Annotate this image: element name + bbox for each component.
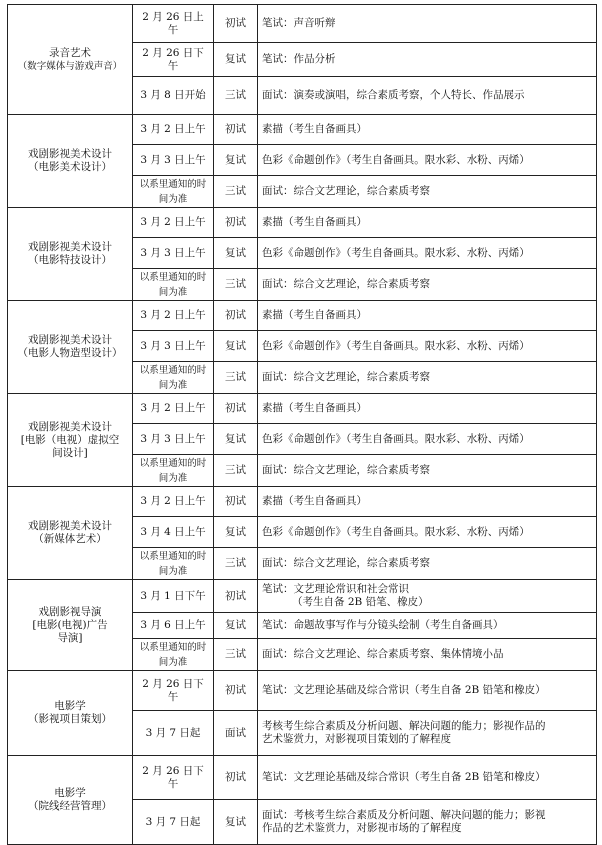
exam-content-line: 笔试：声音听辩 — [262, 17, 336, 29]
exam-date: 3 月 7 日起 — [133, 711, 214, 756]
major-name-cell — [8, 487, 133, 580]
exam-content — [258, 145, 597, 176]
exam-content — [258, 5, 597, 43]
exam-content — [258, 362, 597, 394]
exam-content-line: 色彩《命题创作》（考生自备画具。限水彩、水粉、丙烯） — [262, 153, 530, 166]
exam-round: 初试 — [214, 5, 258, 43]
exam-content — [258, 548, 597, 580]
major-subtitle: （影视项目策划） — [28, 713, 112, 725]
table-row — [8, 115, 597, 145]
exam-round: 复试 — [214, 238, 258, 269]
exam-date: 3 月 2 日上午 — [133, 115, 214, 145]
exam-content — [258, 711, 597, 756]
exam-content — [258, 394, 597, 424]
exam-round: 复试 — [214, 424, 258, 455]
exam-date: 3 月 3 日上午 — [133, 238, 214, 269]
exam-date: 2 月 26 日下午 — [133, 43, 214, 77]
exam-content-line: 色彩《命题创作》（考生自备画具。限水彩、水粉、丙烯） — [262, 432, 530, 445]
exam-round: 三试 — [214, 176, 258, 208]
major-name-cell — [8, 756, 133, 845]
table-row — [8, 394, 597, 424]
exam-content — [258, 43, 597, 77]
exam-content-line: 色彩《命题创作》（考生自备画具。限水彩、水粉、丙烯） — [262, 339, 530, 352]
exam-round: 初试 — [214, 671, 258, 711]
exam-date: 以系里通知的时间为准 — [133, 176, 214, 208]
exam-round: 三试 — [214, 362, 258, 394]
major-name: 戏剧影视美术设计 — [28, 520, 112, 532]
table-row — [8, 580, 597, 613]
exam-content — [258, 238, 597, 269]
exam-round: 初试 — [214, 301, 258, 331]
exam-date: 3 月 3 日上午 — [133, 424, 214, 455]
exam-date: 3 月 2 日上午 — [133, 301, 214, 331]
exam-content — [258, 455, 597, 487]
exam-round: 面试 — [214, 711, 258, 756]
exam-content — [258, 800, 597, 845]
major-subtitle: （院线经营管理） — [28, 800, 112, 812]
major-name-cell — [8, 580, 133, 671]
major-subtitle: （数字媒体与游戏声音） — [17, 60, 123, 72]
major-name: 戏剧影视美术设计 — [28, 241, 112, 253]
major-name-cell — [8, 5, 133, 115]
exam-content — [258, 331, 597, 362]
exam-round: 三试 — [214, 77, 258, 115]
exam-round: 初试 — [214, 756, 258, 800]
exam-content-line: 作品的艺术鉴赏力，对影视市场的了解程度 — [262, 822, 462, 834]
major-subtitle: （电影人物造型设计） — [17, 347, 123, 359]
exam-date: 以系里通知的时间为准 — [133, 269, 214, 301]
exam-date: 3 月 6 日上午 — [133, 613, 214, 639]
major-name: 戏剧影视美术设计 — [28, 148, 112, 160]
exam-content — [258, 613, 597, 639]
exam-content-line: 艺术鉴赏力，对影视项目策划的了解程度 — [262, 733, 451, 745]
table-row — [8, 487, 597, 517]
exam-round: 复试 — [214, 517, 258, 548]
exam-content-line: 面试：演奏或演唱，综合素质考察，个人特长、作品展示 — [262, 89, 525, 101]
exam-content-line: 素描（考生自备画具） — [262, 216, 367, 228]
exam-date: 以系里通知的时间为准 — [133, 548, 214, 580]
exam-date: 2 月 26 日下午 — [133, 756, 214, 800]
exam-content — [258, 639, 597, 671]
exam-round: 三试 — [214, 455, 258, 487]
exam-date: 3 月 3 日上午 — [133, 145, 214, 176]
exam-round: 初试 — [214, 487, 258, 517]
major-name: 电影学 — [54, 787, 86, 799]
major-subtitle: 间设计] — [52, 446, 88, 459]
exam-content — [258, 269, 597, 301]
exam-date: 以系里通知的时间为准 — [133, 639, 214, 671]
major-name: 戏剧影视美术设计 — [28, 420, 112, 433]
exam-content-line: 笔试：文艺理论常识和社会常识 — [262, 583, 409, 595]
exam-round: 初试 — [214, 208, 258, 238]
exam-round: 复试 — [214, 800, 258, 845]
major-name-cell — [8, 208, 133, 301]
exam-content-line: 面试：考核考生综合素质及分析问题、解决问题的能力；影视 — [262, 809, 546, 821]
exam-date: 3 月 1 日下午 — [133, 580, 214, 613]
exam-content-line: 面试：综合文艺理论，综合素质考察 — [262, 185, 430, 197]
major-subtitle: 导演] — [57, 631, 83, 644]
exam-content — [258, 115, 597, 145]
exam-date: 3 月 4 日上午 — [133, 517, 214, 548]
exam-content-line: 笔试：命题故事写作与分镜头绘制（考生自备画具） — [262, 619, 504, 631]
exam-round: 三试 — [214, 269, 258, 301]
major-name-cell — [8, 671, 133, 756]
exam-schedule-table — [7, 4, 597, 845]
table-row — [8, 756, 597, 800]
exam-round: 复试 — [214, 331, 258, 362]
exam-date: 以系里通知的时间为准 — [133, 362, 214, 394]
major-subtitle: （电影美术设计） — [28, 161, 112, 173]
exam-content-line: 素描（考生自备画具） — [262, 123, 367, 135]
exam-content-line: 笔试：文艺理论基础及综合常识（考生自备 2B 铅笔和橡皮） — [262, 684, 546, 696]
exam-content — [258, 517, 597, 548]
exam-content — [258, 424, 597, 455]
exam-content — [258, 176, 597, 208]
exam-date: 3 月 3 日上午 — [133, 331, 214, 362]
exam-date: 2 月 26 日下午 — [133, 671, 214, 711]
exam-round: 复试 — [214, 43, 258, 77]
exam-date: 3 月 2 日上午 — [133, 394, 214, 424]
exam-content-line: 笔试：作品分析 — [262, 53, 336, 65]
exam-content-line: 面试：综合文艺理论，综合素质考察 — [262, 464, 430, 476]
exam-content — [258, 580, 597, 613]
exam-content-line: 面试：综合文艺理论，综合素质考察 — [262, 278, 430, 290]
table-row — [8, 208, 597, 238]
major-name-cell — [8, 394, 133, 487]
exam-round: 初试 — [214, 115, 258, 145]
exam-content — [258, 77, 597, 115]
major-name: 戏剧影视美术设计 — [28, 334, 112, 346]
major-name-cell — [8, 301, 133, 394]
exam-round: 复试 — [214, 145, 258, 176]
major-subtitle: [电影(电视)广告 — [32, 618, 108, 631]
exam-date: 2 月 26 日上午 — [133, 5, 214, 43]
exam-date: 3 月 2 日上午 — [133, 487, 214, 517]
exam-content — [258, 671, 597, 711]
exam-round: 三试 — [214, 639, 258, 671]
exam-round: 初试 — [214, 580, 258, 613]
major-name: 戏剧影视导演 — [38, 605, 102, 618]
exam-date: 以系里通知的时间为准 — [133, 455, 214, 487]
exam-round: 三试 — [214, 548, 258, 580]
major-name-cell — [8, 115, 133, 208]
major-name: 电影学 — [54, 700, 86, 712]
exam-date: 3 月 2 日上午 — [133, 208, 214, 238]
table-row — [8, 301, 597, 331]
exam-round: 初试 — [214, 394, 258, 424]
exam-content-line: 色彩《命题创作》（考生自备画具。限水彩、水粉、丙烯） — [262, 246, 530, 259]
table-row — [8, 671, 597, 711]
exam-content-line: 考核考生综合素质及分析问题、解决问题的能力；影视作品的 — [262, 720, 546, 732]
exam-content — [258, 487, 597, 517]
exam-content-line: 面试：综合文艺理论、综合素质考察、集体情境小品 — [262, 648, 504, 660]
table-row — [8, 5, 597, 43]
exam-date: 3 月 7 日起 — [133, 800, 214, 845]
exam-content — [258, 301, 597, 331]
major-name: 录音艺术 — [49, 46, 91, 59]
exam-date: 3 月 8 日开始 — [133, 77, 214, 115]
major-subtitle: [电影（电视）虚拟空 — [20, 433, 120, 446]
major-subtitle: （电影特技设计） — [28, 254, 112, 266]
exam-content-line: 色彩《命题创作》（考生自备画具。限水彩、水粉、丙烯） — [262, 525, 530, 538]
exam-content-line: 笔试：文艺理论基础及综合常识（考生自备 2B 铅笔和橡皮） — [262, 771, 546, 783]
exam-content-line: 素描（考生自备画具） — [262, 402, 367, 414]
exam-content-line: 面试：综合文艺理论，综合素质考察 — [262, 557, 430, 569]
exam-content-line: 面试：综合文艺理论，综合素质考察 — [262, 371, 430, 383]
exam-content-line: 素描（考生自备画具） — [262, 495, 367, 507]
exam-content-line: 素描（考生自备画具） — [262, 309, 367, 321]
exam-content — [258, 756, 597, 800]
major-subtitle: （新媒体艺术） — [33, 533, 107, 545]
exam-content-line: （考生自备 2B 铅笔、橡皮） — [292, 596, 429, 608]
exam-content — [258, 208, 597, 238]
exam-round: 复试 — [214, 613, 258, 639]
